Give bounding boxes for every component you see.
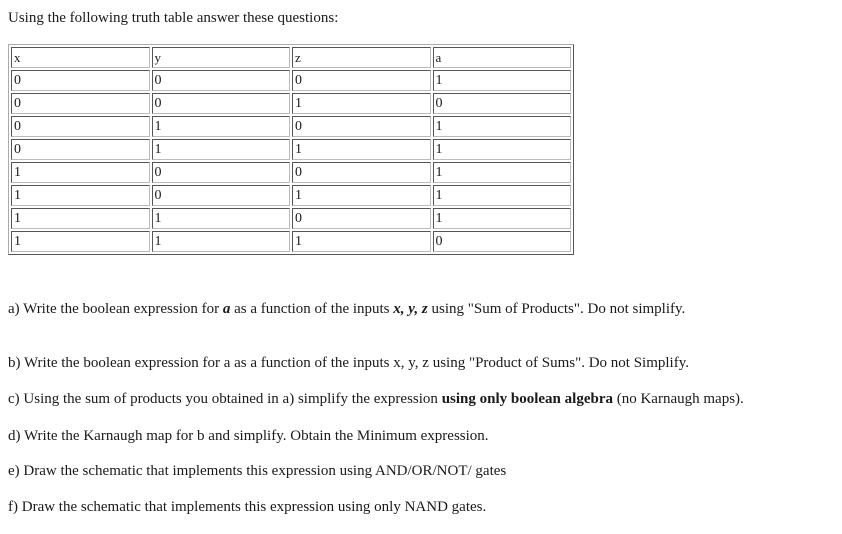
question-e: e) Draw the schematic that implements this expression using AND/OR/NOT/ gates [8, 463, 507, 479]
intro-text: Using the following truth table answer these questions: [8, 10, 339, 26]
cell-z: 0 [292, 116, 431, 137]
cell-y: 0 [152, 70, 291, 91]
question-c-pre: c) Using the sum of products you obtained in a) simplify the expression [8, 391, 442, 407]
question-a-post: using "Sum of Products". Do not simplify. [427, 301, 686, 317]
cell-y: 1 [152, 231, 291, 252]
cell-a: 1 [433, 185, 572, 206]
cell-z: 0 [292, 162, 431, 183]
question-c-bold: using only boolean algebra [441, 391, 613, 407]
cell-z: 1 [292, 93, 431, 114]
question-c-post: (no Karnaugh maps). [612, 391, 744, 407]
header-x: x [11, 47, 150, 68]
cell-a: 0 [433, 93, 572, 114]
cell-a: 1 [433, 116, 572, 137]
cell-a: 1 [433, 139, 572, 160]
table-row [11, 93, 571, 114]
question-a [8, 300, 685, 318]
cell-z: 0 [292, 70, 431, 91]
question-a-pre: a) Write the boolean expression for [8, 301, 223, 317]
cell-z: 0 [292, 208, 431, 229]
cell-y: 0 [152, 185, 291, 206]
cell-x: 0 [11, 70, 150, 91]
table-row [11, 139, 571, 160]
cell-z: 1 [292, 185, 431, 206]
cell-y: 0 [152, 162, 291, 183]
truth-table [8, 44, 574, 255]
question-d: d) Write the Karnaugh map for b and simplify. Obtain the Minimum expression. [8, 428, 489, 444]
header-z: z [292, 47, 431, 68]
cell-a: 1 [433, 208, 572, 229]
cell-x: 1 [11, 208, 150, 229]
question-a-var: a [222, 301, 231, 317]
cell-a: 1 [433, 70, 572, 91]
question-a-mid: as a function of the inputs [230, 301, 394, 317]
table-row [11, 231, 571, 252]
question-c [8, 390, 744, 408]
cell-y: 0 [152, 93, 291, 114]
question-b: b) Write the boolean expression for a as a function of the inputs x, y, z using "Product of Sums". Do not Simplify. [8, 355, 689, 371]
question-a-inputs: x, y, z [393, 301, 428, 317]
table-row [11, 208, 571, 229]
cell-y: 1 [152, 208, 291, 229]
table-row [11, 116, 571, 137]
table-row [11, 162, 571, 183]
cell-x: 0 [11, 116, 150, 137]
cell-y: 1 [152, 139, 291, 160]
cell-a: 1 [433, 162, 572, 183]
header-y: y [152, 47, 291, 68]
header-a: a [433, 47, 572, 68]
truth-table-body [11, 47, 571, 252]
cell-a: 0 [433, 231, 572, 252]
question-f: f) Draw the schematic that implements this expression using only NAND gates. [8, 499, 487, 515]
cell-z: 1 [292, 139, 431, 160]
table-row [11, 185, 571, 206]
cell-x: 1 [11, 185, 150, 206]
cell-x: 0 [11, 139, 150, 160]
cell-x: 0 [11, 93, 150, 114]
cell-x: 1 [11, 231, 150, 252]
truth-table-header-row [11, 47, 571, 68]
cell-y: 1 [152, 116, 291, 137]
table-row [11, 70, 571, 91]
cell-x: 1 [11, 162, 150, 183]
cell-z: 1 [292, 231, 431, 252]
